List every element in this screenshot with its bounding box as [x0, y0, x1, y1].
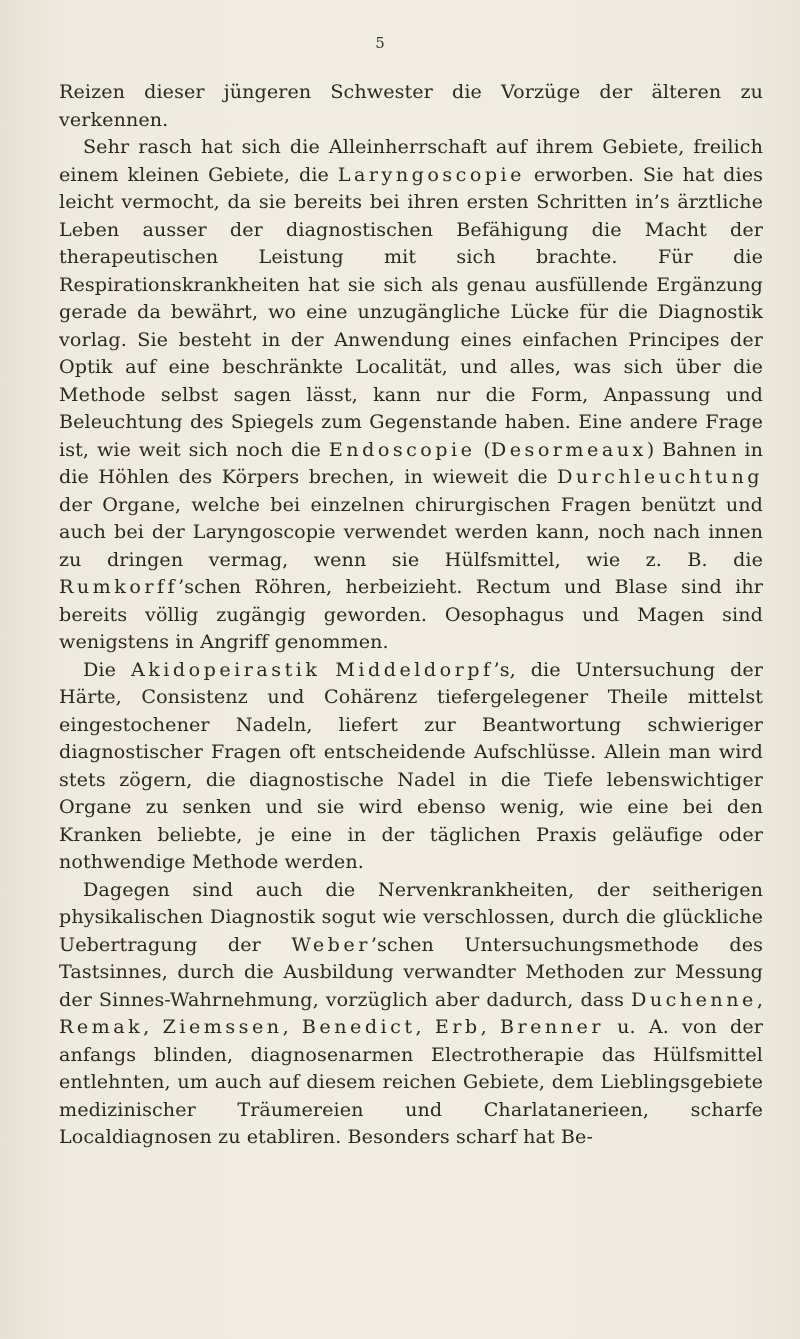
spaced-name: Remak	[59, 1015, 144, 1038]
spaced-name: Endoscopie	[328, 437, 476, 461]
spaced-name: Desormeaux	[490, 437, 647, 461]
spaced-name: Middeldorpf	[335, 657, 494, 681]
spaced-name: Laryngoscopie	[337, 162, 525, 186]
text-run: der Organe, welche bei einzelnen chirurgischen Fragen benützt und auch bei der Laryngoscopie verwendet werden kann, noch nach innen zu dringen vermag, wenn sie Hülfsmittel, wie z. B. die	[59, 492, 763, 571]
spaced-name: Brenner	[499, 1015, 604, 1038]
text-run: Die	[83, 657, 131, 681]
text-run: ,	[143, 1015, 163, 1038]
text-run: ) Bahnen in die Höhlen des Körpers brechen, in wieweit die	[59, 437, 763, 488]
page-number: 5	[375, 34, 385, 52]
text-run: u. A. von der anfangs blinden, diagnosenarmen Electrotherapie das Hülfsmittel entlehnten, um auch auf diesem reichen Gebiete, dem Lieblingsgebiete medizinischer Träumereien und Charlatanerieen, scharfe Localdiagnosen zu etabliren. Besonders scharf hat Be-	[59, 1015, 764, 1148]
text-run: (	[475, 437, 491, 461]
text-run: ’s, die Untersuchung der Härte, Consistenz und Cohärenz tiefergelegener Theile mittelst eingestochener Nadeln, liefert zur Beantwortung schwieriger diagnostischer Fragen oft entscheidende Aufschlüsse. Allein man wird stets zögern, die diagnostische Nadel in die Tiefe lebenswichtiger Organe zu senken und sie wird ebenso wenig, wie eine bei den Kranken beliebte, je eine in der täglichen Praxis geläufige oder nothwendige Methode werden.	[59, 657, 764, 873]
text-run: Sehr rasch hat sich die Alleinherrschaft auf ihrem Gebiete, freilich einem kleinen Gebiete, die	[59, 135, 763, 186]
text-run: Reizen dieser jüngeren Schwester die Vorzüge der älteren zu verkennen.	[59, 80, 763, 131]
body-text	[59, 78, 763, 1151]
text-run: ,	[415, 1015, 435, 1038]
paragraph	[59, 133, 763, 656]
text-run: ’schen Röhren, herbeizieht. Rectum und Blase sind ihr bereits völlig zugängig geworden. Oesophagus und Magen sind wenigstens in Angriff genommen.	[59, 575, 763, 653]
text-run: ,	[480, 1015, 500, 1038]
spaced-name: Rumkorff	[59, 575, 179, 598]
paragraph	[59, 656, 763, 876]
text-run: ,	[282, 1015, 302, 1038]
paragraph	[59, 78, 763, 133]
spaced-name: Benedict	[301, 1015, 416, 1038]
spaced-name: Durchleuchtung	[557, 465, 763, 488]
text-run	[320, 658, 335, 681]
spaced-name: Duchenne	[631, 987, 757, 1011]
spaced-name: Erb	[434, 1015, 481, 1038]
text-run: ,	[756, 987, 763, 1011]
text-run: Dagegen sind auch die Nervenkrankheiten, der seitherigen physikalischen Diagnostik sogut wie verschlossen, durch die glückliche Uebertragung der	[59, 877, 763, 956]
spaced-name: Ziemssen	[162, 1015, 283, 1038]
paragraph	[59, 876, 763, 1151]
spaced-name: Akidopeirastik	[130, 657, 321, 681]
text-run: ’schen Untersuchungsmethode des Tastsinnes, durch die Ausbildung verwandter Methoden zur Messung der Sinnes-Wahrnehmung, vorzüglich aber dadurch, dass	[59, 932, 763, 1011]
spaced-name: Weber	[291, 932, 371, 956]
text-run: erworben. Sie hat dies leicht vermocht, da sie bereits bei ihren ersten Schritten in’s ärztliche Leben ausser der diagnostischen Befähigung die Macht der therapeutischen Leistung mit sich brachte. Für die Respirationskrankheiten hat sie sich als genau ausfüllende Ergänzung gerade da bewährt, wo eine unzugängliche Lücke für die Diagnostik vorlag. Sie besteht in der Anwendung eines einfachen Principes der Optik auf eine beschränkte Localität, und alles, was sich über die Methode selbst sagen lässt, kann nur die Form, Anpassung und Beleuchtung des Spiegels zum Gegenstande haben. Eine andere Frage ist, wie weit sich noch die	[59, 162, 763, 461]
